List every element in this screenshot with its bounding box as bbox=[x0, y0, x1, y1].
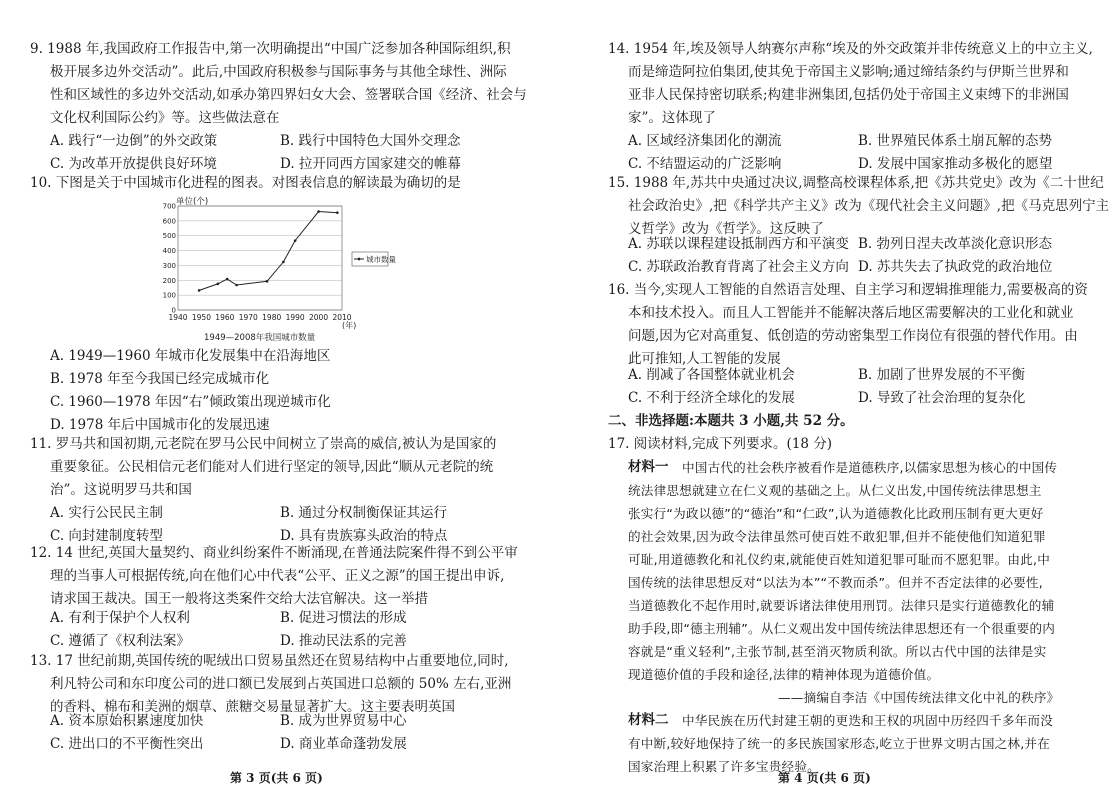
q13-option-c[interactable]: C. 进出口的不平衡性突出 bbox=[50, 736, 204, 752]
q9-option-c[interactable]: C. 为改革开放提供良好环境 bbox=[50, 156, 217, 172]
q9-line: 文化权利国际公约》等。这些做法意在 bbox=[50, 110, 280, 126]
city-count-chart bbox=[162, 194, 396, 346]
material2-label: 材料二 bbox=[628, 712, 669, 728]
chart-gridlines bbox=[178, 206, 342, 310]
q14-option-c[interactable]: C. 不结盟运动的广泛影响 bbox=[628, 156, 782, 172]
q14-option-a[interactable]: A. 区域经济集团化的潮流 bbox=[628, 133, 782, 149]
q14-line: 14. 1954 年,埃及领导人纳赛尔声称“埃及的外交政策并非传统意义上的中立主义, bbox=[608, 41, 1093, 57]
q9-line: 极开展多边外交活动”。此后,中国政府积极参与国际事务与其他全球性、洲际 bbox=[50, 64, 507, 80]
data-point bbox=[198, 289, 201, 292]
q16-line: 本和技术投入。而且人工智能并不能解决落后地区需要解决的工业化和就业 bbox=[628, 305, 1074, 321]
x-tick-label: 2010 bbox=[332, 313, 352, 322]
q10-line: 10. 下图是关于中国城市化进程的图表。对图表信息的解读最为确切的是 bbox=[30, 175, 461, 191]
x-tick-label: 2000 bbox=[309, 313, 329, 322]
q9-line: 性和区域性的多边外交活动,如承办第四界妇女大会、签署联合国《经济、社会与 bbox=[50, 87, 527, 103]
q13-option-b[interactable]: B. 成为世界贸易中心 bbox=[280, 713, 407, 729]
data-point bbox=[317, 210, 320, 213]
material1-line: 可耻,用道德教化和礼仪约束,就能使百姓知道犯罪可耻而不愿犯罪。由此,中 bbox=[628, 552, 1051, 567]
material1-line: 当道德教化不起作用时,就要诉诸法律使用刑罚。法律只是实行道德教化的辅 bbox=[628, 598, 1055, 613]
q11-line: 11. 罗马共和国初期,元老院在罗马公民中间树立了崇高的威信,被认为是国家的 bbox=[30, 436, 497, 452]
q12-option-b[interactable]: B. 促进习惯法的形成 bbox=[280, 610, 407, 626]
q16-line: 16. 当今,实现人工智能的自然语言处理、自主学习和逻辑推理能力,需要极高的资 bbox=[608, 282, 1088, 298]
y-tick-label: 200 bbox=[162, 276, 176, 285]
x-tick-label: 1940 bbox=[168, 313, 188, 322]
y-tick-label: 600 bbox=[162, 217, 176, 226]
q11-option-c[interactable]: C. 向封建制度转型 bbox=[50, 528, 163, 544]
material2-line: 国家治理上积累了许多宝贵经验。 bbox=[628, 759, 820, 774]
q15-option-d[interactable]: D. 苏共失去了执政党的政治地位 bbox=[858, 259, 1053, 275]
q16-option-a[interactable]: A. 削减了各国整体就业机会 bbox=[628, 367, 795, 383]
q15-option-b[interactable]: B. 勃列日涅夫改革淡化意识形态 bbox=[858, 236, 1053, 252]
q14-line: 亚非人民保持密切联系;构建非洲集团,包括仍处于帝国主义束缚下的非洲国 bbox=[628, 87, 1069, 103]
q16-line: 问题,因为它对高重复、低创造的劳动密集型工作岗位有很强的替代作用。由 bbox=[628, 328, 1078, 344]
y-tick-label: 700 bbox=[162, 202, 176, 211]
q14-option-d[interactable]: D. 发展中国家推动多极化的愿望 bbox=[858, 156, 1053, 172]
q9-line: 9. 1988 年,我国政府工作报告中,第一次明确提出“中国广泛参加各种国际组织,积 bbox=[30, 41, 511, 57]
data-point bbox=[226, 278, 229, 281]
data-point bbox=[336, 211, 339, 214]
q15-line: 义哲学》改为《哲学》。这反映了 bbox=[628, 221, 824, 237]
q16-option-d[interactable]: D. 导致了社会治理的复杂化 bbox=[858, 390, 1026, 406]
chart-plot-frame bbox=[178, 206, 342, 310]
material2-line: 有中断,较好地保持了统一的多民族国家形态,屹立于世界文明古国之林,并在 bbox=[628, 736, 1051, 751]
material1-line: 中国古代的社会秩序被看作是道德秩序,以儒家思想为核心的中国传 bbox=[682, 460, 1058, 475]
material1-line: 容就是“重义轻利”,主张节制,甚至消灭物质利欲。所以古代中国的法律是实 bbox=[628, 644, 1047, 659]
x-tick-label: 1960 bbox=[215, 313, 235, 322]
material1-line: 现道德价值的手段和途径,法律的精神体现为道德价值。 bbox=[628, 667, 940, 682]
material1-line: 国传统的法律思想反对“以法为本”“不教而杀”。但并不否定法律的必要性, bbox=[628, 575, 1043, 590]
y-tick-label: 300 bbox=[162, 261, 176, 270]
q12-option-c[interactable]: C. 遵循了《权利法案》 bbox=[50, 633, 190, 649]
q9-option-d[interactable]: D. 拉开同西方国家建交的帷幕 bbox=[280, 156, 461, 172]
material2-line: 中华民族在历代封建王朝的更迭和王权的巩固中历经四千多年而没 bbox=[682, 713, 1054, 728]
chart-xlabel: (年) bbox=[342, 321, 357, 330]
y-tick-label: 500 bbox=[162, 232, 176, 241]
q14-line: 家”。这体现了 bbox=[628, 110, 716, 126]
q15-option-c[interactable]: C. 苏联政治教育背离了社会主义方向 bbox=[628, 259, 849, 275]
q9-option-a[interactable]: A. 践行“一边倒”的外交政策 bbox=[50, 133, 218, 149]
q11-option-b[interactable]: B. 通过分权制衡保证其运行 bbox=[280, 505, 448, 521]
q13-line: 的香料、棉布和美洲的烟草、蔗糖交易量显著扩大。这主要表明英国 bbox=[50, 699, 455, 715]
x-tick-label: 1980 bbox=[262, 313, 282, 322]
q17-title: 17. 阅读材料,完成下列要求。(18 分) bbox=[608, 436, 833, 452]
q10-option-a[interactable]: A. 1949—1960 年城市化发展集中在沿海地区 bbox=[50, 348, 331, 364]
q11-line: 重要象征。公民相信元老们能对人们进行坚定的领导,因此“顺从元老院的统 bbox=[50, 459, 494, 475]
y-tick-label: 0 bbox=[171, 306, 176, 315]
data-point bbox=[235, 284, 238, 287]
material1-line: 统法律思想就建立在仁义观的基础之上。从仁义出发,中国传统法律思想主 bbox=[628, 483, 1042, 498]
q12-option-a[interactable]: A. 有利于保护个人权利 bbox=[50, 610, 190, 626]
x-tick-label: 1970 bbox=[238, 313, 258, 322]
series-line-city-count bbox=[199, 212, 337, 291]
material1-line: 张实行“为政以德”的“德治”和“仁政”,认为道德教化比政刑压制有更大更好 bbox=[628, 506, 1044, 521]
chart-x-ticks bbox=[168, 313, 351, 322]
page-footer-left: 第 3 页(共 6 页) bbox=[230, 771, 323, 785]
page-footer-right: 第 4 页(共 6 页) bbox=[778, 771, 871, 785]
q16-line: 此可推知,人工智能的发展 bbox=[628, 351, 781, 367]
x-tick-label: 1990 bbox=[285, 313, 305, 322]
chart-title: 1949—2008年我国城市数量 bbox=[204, 333, 316, 343]
material1-line: 的社会效果,因为政令法律虽然可使百姓不敢犯罪,但并不能使他们知道犯罪 bbox=[628, 529, 1046, 544]
q10-option-b[interactable]: B. 1978 年至今我国已经完成城市化 bbox=[50, 371, 270, 387]
q13-line: 利凡特公司和东印度公司的进口额已发展到占英国进口总额的 50% 左右,亚洲 bbox=[50, 676, 512, 692]
q11-option-d[interactable]: D. 具有贵族寡头政治的特点 bbox=[280, 528, 448, 544]
q13-line: 13. 17 世纪前期,英国传统的呢绒出口贸易虽然还在贸易结构中占重要地位,同时, bbox=[30, 653, 509, 669]
chart-svg bbox=[162, 194, 396, 346]
q12-option-d[interactable]: D. 推动民法系的完善 bbox=[280, 633, 407, 649]
y-tick-label: 400 bbox=[162, 247, 176, 256]
q12-line: 请求国王裁决。国王一般将这类案件交给大法官解决。这一举措 bbox=[50, 591, 428, 607]
q15-line: 15. 1988 年,苏共中央通过决议,调整高校课程体系,把《苏共党史》改为《二十世纪 bbox=[608, 175, 1104, 191]
q15-option-a[interactable]: A. 苏联以课程建设抵制西方和平演变 bbox=[628, 236, 849, 252]
q15-line: 社会政治史》,把《科学共产主义》改为《现代社会主义问题》,把《马克思列宁主 bbox=[628, 198, 1110, 214]
data-point bbox=[294, 239, 297, 242]
q11-option-a[interactable]: A. 实行公民民主制 bbox=[50, 505, 163, 521]
material1-label: 材料一 bbox=[628, 459, 669, 475]
data-point bbox=[282, 261, 285, 264]
q9-option-b[interactable]: B. 践行中国特色大国外交理念 bbox=[280, 133, 461, 149]
q14-option-b[interactable]: B. 世界殖民体系土崩瓦解的态势 bbox=[858, 133, 1053, 149]
x-tick-label: 1950 bbox=[191, 313, 211, 322]
q13-option-d[interactable]: D. 商业革命蓬勃发展 bbox=[280, 736, 407, 752]
q16-option-c[interactable]: C. 不利于经济全球化的发展 bbox=[628, 390, 795, 406]
q10-option-c[interactable]: C. 1960—1978 年因“右”倾政策出现逆城市化 bbox=[50, 394, 331, 410]
y-tick-label: 100 bbox=[162, 291, 176, 300]
material1-line: 助手段,即“德主刑辅”。从仁义观出发中国传统法律思想还有一个很重要的内 bbox=[628, 621, 1056, 636]
q12-line: 12. 14 世纪,英国大量契约、商业纠纷案件不断涌现,在普通法院案件得不到公平审 bbox=[30, 545, 518, 561]
right-page bbox=[558, 0, 1116, 800]
q12-line: 理的当事人可根据传统,向在他们心中代表“公平、正义之源”的国王提出申诉, bbox=[50, 568, 505, 584]
chart-y-ticks bbox=[163, 203, 176, 315]
q10-option-d[interactable]: D. 1978 年后中国城市化的发展迅速 bbox=[50, 417, 270, 433]
q13-option-a[interactable]: A. 资本原始积累速度加快 bbox=[50, 713, 204, 729]
chart-ylabel: 单位(个) bbox=[176, 197, 209, 207]
data-point bbox=[266, 280, 269, 283]
legend-label: 城市数量 bbox=[366, 255, 396, 264]
material1-source: ——摘编自李洁《中国传统法律文化中礼的秩序》 bbox=[778, 690, 1060, 705]
q11-line: 治”。这说明罗马共和国 bbox=[50, 482, 192, 498]
data-point bbox=[217, 283, 220, 286]
q16-option-b[interactable]: B. 加剧了世界发展的不平衡 bbox=[858, 367, 1026, 383]
section-heading: 二、非选择题:本题共 3 小题,共 52 分。 bbox=[608, 413, 854, 429]
legend-marker-icon bbox=[358, 258, 361, 261]
q14-line: 而是缔造阿拉伯集团,使其免于帝国主义影响;通过缔结条约与伊斯兰世界和 bbox=[628, 64, 1069, 80]
